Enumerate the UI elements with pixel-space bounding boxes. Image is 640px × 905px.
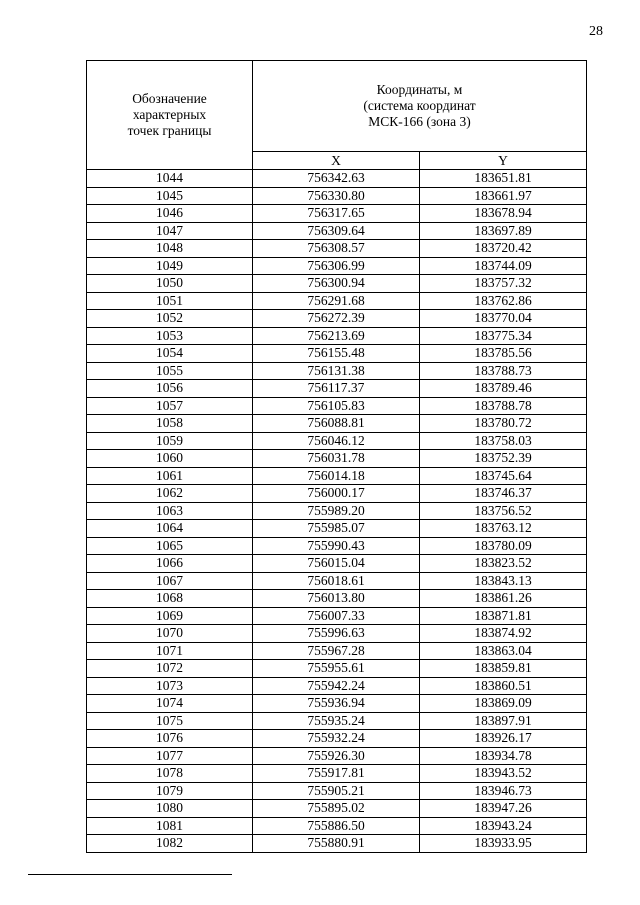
table-row (87, 502, 587, 520)
y-cell: 183788.73 (420, 362, 587, 380)
x-cell: 756317.65 (253, 205, 420, 223)
x-cell: 756309.64 (253, 222, 420, 240)
y-cell: 183946.73 (420, 782, 587, 800)
y-cell: 183933.95 (420, 835, 587, 853)
point-id-cell: 1063 (87, 502, 253, 520)
table-row (87, 607, 587, 625)
y-cell: 183758.03 (420, 432, 587, 450)
x-cell: 756031.78 (253, 450, 420, 468)
table-row (87, 817, 587, 835)
coordinates-table (86, 60, 587, 853)
y-cell: 183934.78 (420, 747, 587, 765)
y-cell: 183789.46 (420, 380, 587, 398)
table-row (87, 415, 587, 433)
x-cell: 756000.17 (253, 485, 420, 503)
x-cell: 755996.63 (253, 625, 420, 643)
point-id-cell: 1074 (87, 695, 253, 713)
y-cell: 183897.91 (420, 712, 587, 730)
point-id-cell: 1071 (87, 642, 253, 660)
point-id-cell: 1056 (87, 380, 253, 398)
y-cell: 183943.52 (420, 765, 587, 783)
table-row (87, 205, 587, 223)
point-id-cell: 1046 (87, 205, 253, 223)
y-cell: 183943.24 (420, 817, 587, 835)
point-id-cell: 1057 (87, 397, 253, 415)
x-cell: 756272.39 (253, 310, 420, 328)
x-cell: 756015.04 (253, 555, 420, 573)
table-row (87, 240, 587, 258)
table-row (87, 660, 587, 678)
x-cell: 756018.61 (253, 572, 420, 590)
x-cell: 756308.57 (253, 240, 420, 258)
x-cell: 756131.38 (253, 362, 420, 380)
point-id-cell: 1052 (87, 310, 253, 328)
table-body (87, 170, 587, 853)
x-cell: 756155.48 (253, 345, 420, 363)
y-cell: 183926.17 (420, 730, 587, 748)
header-points-line: характерных (132, 107, 207, 122)
header-points-line: точек границы (127, 123, 212, 138)
table-row (87, 677, 587, 695)
table-row (87, 275, 587, 293)
y-cell: 183863.04 (420, 642, 587, 660)
y-cell: 183874.92 (420, 625, 587, 643)
y-cell: 183661.97 (420, 187, 587, 205)
y-cell: 183756.52 (420, 502, 587, 520)
x-cell: 756046.12 (253, 432, 420, 450)
footnote-rule (28, 874, 232, 875)
header-coordinates-line: Координаты, м (376, 82, 463, 98)
table-row (87, 537, 587, 555)
x-cell: 755932.24 (253, 730, 420, 748)
table-row (87, 730, 587, 748)
header-x: X (253, 152, 420, 170)
table-row (87, 712, 587, 730)
table-row (87, 800, 587, 818)
y-cell: 183947.26 (420, 800, 587, 818)
page-number: 28 (589, 24, 603, 39)
point-id-cell: 1077 (87, 747, 253, 765)
y-cell: 183823.52 (420, 555, 587, 573)
y-cell: 183746.37 (420, 485, 587, 503)
point-id-cell: 1061 (87, 467, 253, 485)
header-points-line: Обозначение (132, 91, 207, 106)
point-id-cell: 1076 (87, 730, 253, 748)
x-cell: 755926.30 (253, 747, 420, 765)
y-cell: 183752.39 (420, 450, 587, 468)
x-cell: 756007.33 (253, 607, 420, 625)
point-id-cell: 1048 (87, 240, 253, 258)
header-points (87, 61, 253, 170)
x-cell: 756300.94 (253, 275, 420, 293)
table-row (87, 835, 587, 853)
point-id-cell: 1075 (87, 712, 253, 730)
table-row (87, 485, 587, 503)
x-cell: 755880.91 (253, 835, 420, 853)
point-id-cell: 1055 (87, 362, 253, 380)
table-row (87, 170, 587, 188)
x-cell: 755955.61 (253, 660, 420, 678)
x-cell: 756014.18 (253, 467, 420, 485)
x-cell: 755905.21 (253, 782, 420, 800)
x-cell: 755895.02 (253, 800, 420, 818)
point-id-cell: 1050 (87, 275, 253, 293)
table-row (87, 590, 587, 608)
x-cell: 756291.68 (253, 292, 420, 310)
point-id-cell: 1069 (87, 607, 253, 625)
table-row (87, 782, 587, 800)
x-cell: 756088.81 (253, 415, 420, 433)
point-id-cell: 1054 (87, 345, 253, 363)
x-cell: 756306.99 (253, 257, 420, 275)
y-cell: 183762.86 (420, 292, 587, 310)
x-cell: 755989.20 (253, 502, 420, 520)
point-id-cell: 1072 (87, 660, 253, 678)
point-id-cell: 1045 (87, 187, 253, 205)
x-cell: 756213.69 (253, 327, 420, 345)
point-id-cell: 1047 (87, 222, 253, 240)
point-id-cell: 1067 (87, 572, 253, 590)
table-row (87, 362, 587, 380)
header-y: Y (420, 152, 587, 170)
point-id-cell: 1058 (87, 415, 253, 433)
header-coordinates-line: МСК-166 (зона 3) (368, 114, 471, 130)
point-id-cell: 1082 (87, 835, 253, 853)
table-row (87, 467, 587, 485)
table-row (87, 555, 587, 573)
x-cell: 755935.24 (253, 712, 420, 730)
point-id-cell: 1081 (87, 817, 253, 835)
y-cell: 183775.34 (420, 327, 587, 345)
point-id-cell: 1051 (87, 292, 253, 310)
x-cell: 755936.94 (253, 695, 420, 713)
x-cell: 756330.80 (253, 187, 420, 205)
y-cell: 183788.78 (420, 397, 587, 415)
table-row (87, 642, 587, 660)
y-cell: 183780.72 (420, 415, 587, 433)
table-row (87, 310, 587, 328)
table-row (87, 222, 587, 240)
point-id-cell: 1073 (87, 677, 253, 695)
table-row (87, 520, 587, 538)
table-row (87, 572, 587, 590)
point-id-cell: 1053 (87, 327, 253, 345)
point-id-cell: 1068 (87, 590, 253, 608)
point-id-cell: 1062 (87, 485, 253, 503)
x-cell: 755990.43 (253, 537, 420, 555)
x-cell: 756105.83 (253, 397, 420, 415)
y-cell: 183678.94 (420, 205, 587, 223)
point-id-cell: 1060 (87, 450, 253, 468)
x-cell: 755967.28 (253, 642, 420, 660)
y-cell: 183720.42 (420, 240, 587, 258)
y-cell: 183869.09 (420, 695, 587, 713)
point-id-cell: 1079 (87, 782, 253, 800)
table-row (87, 450, 587, 468)
y-cell: 183871.81 (420, 607, 587, 625)
x-cell: 756342.63 (253, 170, 420, 188)
table-row (87, 747, 587, 765)
table-row (87, 625, 587, 643)
y-cell: 183843.13 (420, 572, 587, 590)
table-row (87, 765, 587, 783)
point-id-cell: 1049 (87, 257, 253, 275)
y-cell: 183861.26 (420, 590, 587, 608)
x-cell: 755942.24 (253, 677, 420, 695)
y-cell: 183697.89 (420, 222, 587, 240)
table-row (87, 327, 587, 345)
point-id-cell: 1070 (87, 625, 253, 643)
y-cell: 183744.09 (420, 257, 587, 275)
y-cell: 183780.09 (420, 537, 587, 555)
y-cell: 183859.81 (420, 660, 587, 678)
y-cell: 183757.32 (420, 275, 587, 293)
header-coordinates (253, 61, 587, 152)
header-coordinates-line: (система координат (363, 98, 476, 114)
point-id-cell: 1065 (87, 537, 253, 555)
point-id-cell: 1059 (87, 432, 253, 450)
y-cell: 183763.12 (420, 520, 587, 538)
point-id-cell: 1066 (87, 555, 253, 573)
table-row (87, 695, 587, 713)
y-cell: 183785.56 (420, 345, 587, 363)
table-row (87, 187, 587, 205)
x-cell: 756013.80 (253, 590, 420, 608)
point-id-cell: 1078 (87, 765, 253, 783)
table-row (87, 292, 587, 310)
point-id-cell: 1080 (87, 800, 253, 818)
point-id-cell: 1044 (87, 170, 253, 188)
y-cell: 183860.51 (420, 677, 587, 695)
table-row (87, 345, 587, 363)
table-row (87, 257, 587, 275)
table-row (87, 432, 587, 450)
x-cell: 755985.07 (253, 520, 420, 538)
x-cell: 755917.81 (253, 765, 420, 783)
table-row (87, 380, 587, 398)
y-cell: 183770.04 (420, 310, 587, 328)
x-cell: 755886.50 (253, 817, 420, 835)
point-id-cell: 1064 (87, 520, 253, 538)
x-cell: 756117.37 (253, 380, 420, 398)
table-row (87, 397, 587, 415)
y-cell: 183745.64 (420, 467, 587, 485)
y-cell: 183651.81 (420, 170, 587, 188)
